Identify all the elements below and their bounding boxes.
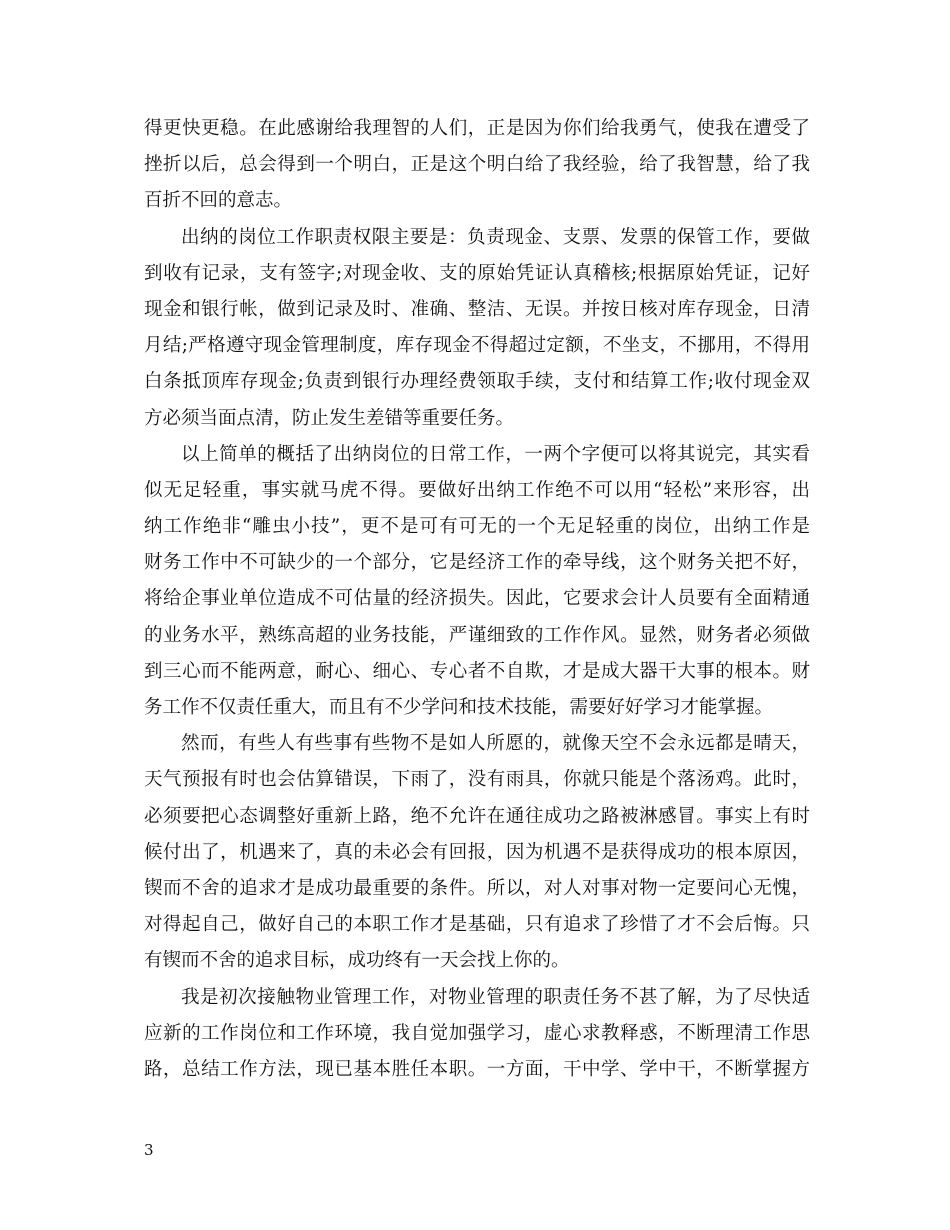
page-number: 3 <box>144 1141 154 1159</box>
text-line: 的业务水平，熟练高超的业务技能，严谨细致的工作作风。显然，财务者必须做 <box>144 624 810 646</box>
text-line: 到收有记录，支有签字;对现金收、支的原始凭证认真稽核;根据原始凭证，记好 <box>144 262 810 284</box>
paragraph <box>144 437 810 727</box>
text-line: 到三心而不能两意，耐心、细心、专心者不自欺，才是成大器干大事的根本。财 <box>144 660 810 682</box>
text-line: 路，总结工作方法，现已基本胜任本职。一方面，干中学、学中干，不断掌握方 <box>144 1058 810 1080</box>
text-line: 我是初次接触物业管理工作，对物业管理的职责任务不甚了解，为了尽快适 <box>181 986 810 1008</box>
body-text <box>144 111 810 1088</box>
text-line: 财务工作中不可缺少的一个部分，它是经济工作的牵导线，这个财务关把不好， <box>144 552 810 574</box>
text-line: 以上简单的概括了出纳岗位的日常工作，一两个字便可以将其说完，其实看 <box>181 443 810 465</box>
text-line: 纳工作绝非“雕虫小技”，更不是可有可无的一个无足轻重的岗位，出纳工作是 <box>144 516 810 538</box>
text-line: 然而，有些人有些事有些物不是如人所愿的，就像天空不会永远都是晴天， <box>181 733 810 755</box>
text-line: 锲而不舍的追求才是成功最重要的条件。所以，对人对事对物一定要问心无愧， <box>144 877 810 899</box>
text-line: 百折不回的意志。 <box>144 190 293 212</box>
text-line: 出纳的岗位工作职责权限主要是：负责现金、支票、发票的保管工作，要做 <box>181 226 810 248</box>
text-line: 挫折以后，总会得到一个明白，正是这个明白给了我经验，给了我智慧，给了我 <box>144 154 810 176</box>
text-line: 现金和银行帐，做到记录及时、准确、整洁、无误。并按日核对库存现金，日清 <box>144 298 810 320</box>
text-line: 应新的工作岗位和工作环境，我自觉加强学习，虚心求教释惑，不断理清工作思 <box>144 1022 810 1044</box>
text-line: 似无足轻重，事实就马虎不得。要做好出纳工作绝不可以用“轻松”来形容，出 <box>144 479 810 501</box>
paragraph <box>144 111 810 220</box>
paragraph <box>144 980 810 1089</box>
text-line: 必须要把心态调整好重新上路，绝不允许在通往成功之路被淋感冒。事实上有时 <box>144 805 810 827</box>
text-line: 天气预报有时也会估算错误，下雨了，没有雨具，你就只能是个落汤鸡。此时， <box>144 769 810 791</box>
text-line: 候付出了，机遇来了，真的未必会有回报，因为机遇不是获得成功的根本原因， <box>144 841 810 863</box>
text-line: 方必须当面点清，防止发生差错等重要任务。 <box>144 407 515 429</box>
text-line: 月结;严格遵守现金管理制度，库存现金不得超过定额，不坐支，不挪用，不得用 <box>144 335 810 357</box>
text-line: 得更快更稳。在此感谢给我理智的人们，正是因为你们给我勇气，使我在遭受了 <box>144 118 810 139</box>
text-line: 务工作不仅责任重大，而且有不少学问和技术技能，需要好好学习才能掌握。 <box>144 697 774 718</box>
text-line: 有锲而不舍的追求目标，成功终有一天会找上你的。 <box>144 950 570 972</box>
text-line: 对得起自己，做好自己的本职工作才是基础，只有追求了珍惜了才不会后悔。只 <box>144 914 810 936</box>
paragraph <box>144 220 810 437</box>
text-line: 白条抵顶库存现金;负责到银行办理经费领取手续，支付和结算工作;收付现金双 <box>144 371 810 393</box>
paragraph <box>144 726 810 979</box>
text-line: 将给企事业单位造成不可估量的经济损失。因此，它要求会计人员要有全面精通 <box>144 588 810 610</box>
